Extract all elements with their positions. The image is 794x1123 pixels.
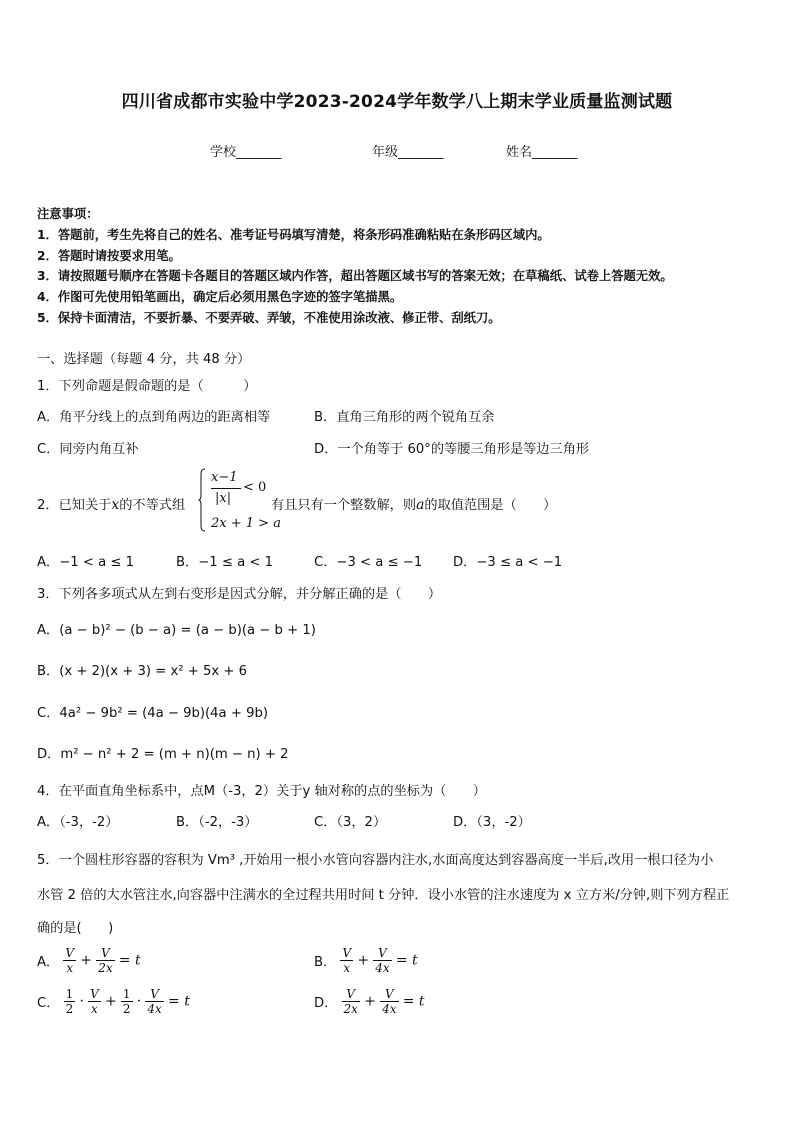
numerator: V <box>373 946 391 961</box>
plus-sign: + <box>357 952 370 969</box>
q2-var-a: a <box>416 497 425 513</box>
q5-option-d <box>314 987 425 1016</box>
notes-item: 3．请按照题号顺序在答题卡各题目的答题区域内作答，超出答题区域书写的答案无效；在草稿纸、试卷上答题无效。 <box>37 269 673 284</box>
q5-option-a <box>37 946 141 975</box>
equals-t: = t <box>168 993 190 1010</box>
school-field: 学校_______ <box>210 145 282 160</box>
notes-item: 2．答题时请按要求用笔。 <box>37 248 181 263</box>
q2-option-c: C．−3 < a ≤ −1 <box>314 555 423 570</box>
q3-stem: 3．下列各多项式从左到右变形是因式分解，并分解正确的是（ ） <box>37 587 442 602</box>
equals-t: = t <box>402 993 425 1010</box>
denominator: 4x <box>375 961 390 975</box>
q1-option-d: D．一个角等于 60°的等腰三角形是等边三角形 <box>314 442 590 457</box>
q2-option-d: D．−3 ≤ a < −1 <box>453 555 563 570</box>
q4-option-b: B．（-2，-3） <box>176 815 258 830</box>
q2-stem-pre: 2．已知关于 <box>37 498 112 513</box>
q5-stem-line1: 5．一个圆柱形容器的容积为 Vm³ ,开始用一根小水管向容器内注水,水面高度达到容器高度一半后,改用一根口径为小 <box>37 853 714 868</box>
fraction <box>64 987 76 1016</box>
fraction <box>145 987 163 1016</box>
grade-field: 年级_______ <box>372 145 444 160</box>
q5-option-c-label: C． <box>37 996 60 1011</box>
q5-stem-line2: 水管 2 倍的大水管注水,向容器中注满水的全过程共用时间 t 分钟．设小水管的注水速度为 x 立方米/分钟,则下列方程正 <box>37 888 730 903</box>
numerator: V <box>342 946 352 960</box>
q2-stem-mid: 的不等式组 <box>119 498 186 513</box>
dot-sign: · <box>79 993 84 1010</box>
numerator: V <box>90 987 99 1001</box>
fraction <box>96 946 114 975</box>
notes-item: 1．答题前，考生先将自己的姓名、准考证号码填写清楚，将条形码准确粘贴在条形码区域内。 <box>37 227 550 242</box>
notes-heading: 注意事项： <box>37 207 99 221</box>
name-field: 姓名_______ <box>506 145 578 160</box>
left-brace-icon <box>198 468 206 532</box>
q2-stem <box>37 494 185 513</box>
q2-option-b: B．−1 ≤ a < 1 <box>176 555 274 570</box>
q2-ineq1-denominator: |x| <box>215 491 232 506</box>
q5-option-d-label: D． <box>314 996 338 1011</box>
plus-sign: + <box>80 952 93 969</box>
denominator: 4x <box>147 1002 162 1016</box>
q2-stem-post <box>271 494 556 513</box>
numerator: V <box>65 946 75 960</box>
q2-option-a: A．−1 < a ≤ 1 <box>37 555 134 570</box>
fraction <box>380 987 398 1016</box>
plus-sign: + <box>364 993 376 1010</box>
q1-option-b: B．直角三角形的两个锐角互余 <box>314 410 495 425</box>
fraction <box>342 987 360 1016</box>
q5-option-b <box>314 946 418 975</box>
q5-stem-line3: 确的是( ) <box>37 921 114 936</box>
fraction <box>88 987 101 1016</box>
equals-t: = t <box>118 952 141 969</box>
notes-item: 5．保持卡面清洁，不要折暴、不要弄破、弄皱，不准使用涂改液、修正带、刮纸刀。 <box>37 310 501 325</box>
notes-section <box>37 204 777 329</box>
q2-var-x: x <box>111 497 120 513</box>
q5-option-a-label: A． <box>37 955 60 970</box>
q4-option-c: C．（3，2） <box>314 815 387 830</box>
numerator: V <box>380 987 398 1002</box>
numerator: 1 <box>65 987 74 1001</box>
denominator: 2 <box>65 1002 74 1016</box>
q3-option-d: D．m² − n² + 2 = (m + n)(m − n) + 2 <box>37 747 289 762</box>
q5-option-c <box>37 987 190 1016</box>
numerator: V <box>342 987 360 1002</box>
q3-option-a: A．(a − b)² − (b − a) = (a − b)(a − b + 1) <box>37 623 316 638</box>
q2-stem-post2: 的取值范围是（ ） <box>424 498 557 513</box>
fraction <box>121 987 133 1016</box>
q2-ineq1-numerator: x−1 <box>211 470 238 485</box>
fraction <box>340 946 353 975</box>
q3-option-b: B．(x + 2)(x + 3) = x² + 5x + 6 <box>37 664 248 679</box>
q2-fraction-bar <box>211 488 241 489</box>
numerator: V <box>96 946 114 961</box>
notes-item: 4．作图可先使用铅笔画出，确定后必须用黑色字迹的签字笔描黑。 <box>37 290 403 305</box>
plus-sign: + <box>104 993 117 1010</box>
numerator: 1 <box>122 987 131 1001</box>
page-title: 四川省成都市实验中学2023-2024学年数学八上期末学业质量监测试题 <box>121 92 673 112</box>
q5-option-b-label: B． <box>314 955 337 970</box>
q2-stem-post1: 有且只有一个整数解，则 <box>271 498 417 513</box>
equals-t: = t <box>395 952 418 969</box>
denominator: x <box>343 961 351 975</box>
q2-ineq2: 2x + 1 > a <box>211 516 281 531</box>
student-info-row <box>0 141 794 161</box>
q2-ineq1-relation: < 0 <box>243 480 267 495</box>
dot-sign: · <box>136 993 142 1010</box>
q3-option-c: C．4a² − 9b² = (4a − 9b)(4a + 9b) <box>37 706 268 721</box>
q4-option-a: A．（-3，-2） <box>37 815 119 830</box>
q1-option-c: C．同旁内角互补 <box>37 442 139 457</box>
q1-stem: 1．下列命题是假命题的是（ ） <box>37 379 257 394</box>
denominator: x <box>66 961 74 975</box>
denominator: 2x <box>98 961 113 975</box>
denominator: 2 <box>122 1002 131 1016</box>
q4-stem: 4．在平面直角坐标系中，点M（-3，2）关于y 轴对称的点的坐标为（ ） <box>37 784 486 799</box>
denominator: 4x <box>382 1002 397 1016</box>
numerator: V <box>145 987 163 1002</box>
fraction <box>373 946 391 975</box>
q1-option-a: A．角平分线上的点到角两边的距离相等 <box>37 410 271 425</box>
denominator: x <box>91 1002 98 1016</box>
q4-option-d: D．（3，-2） <box>453 815 531 830</box>
section-heading: 一、选择题（每题 4 分，共 48 分） <box>37 352 251 367</box>
fraction <box>63 946 76 975</box>
denominator: 2x <box>343 1002 358 1016</box>
